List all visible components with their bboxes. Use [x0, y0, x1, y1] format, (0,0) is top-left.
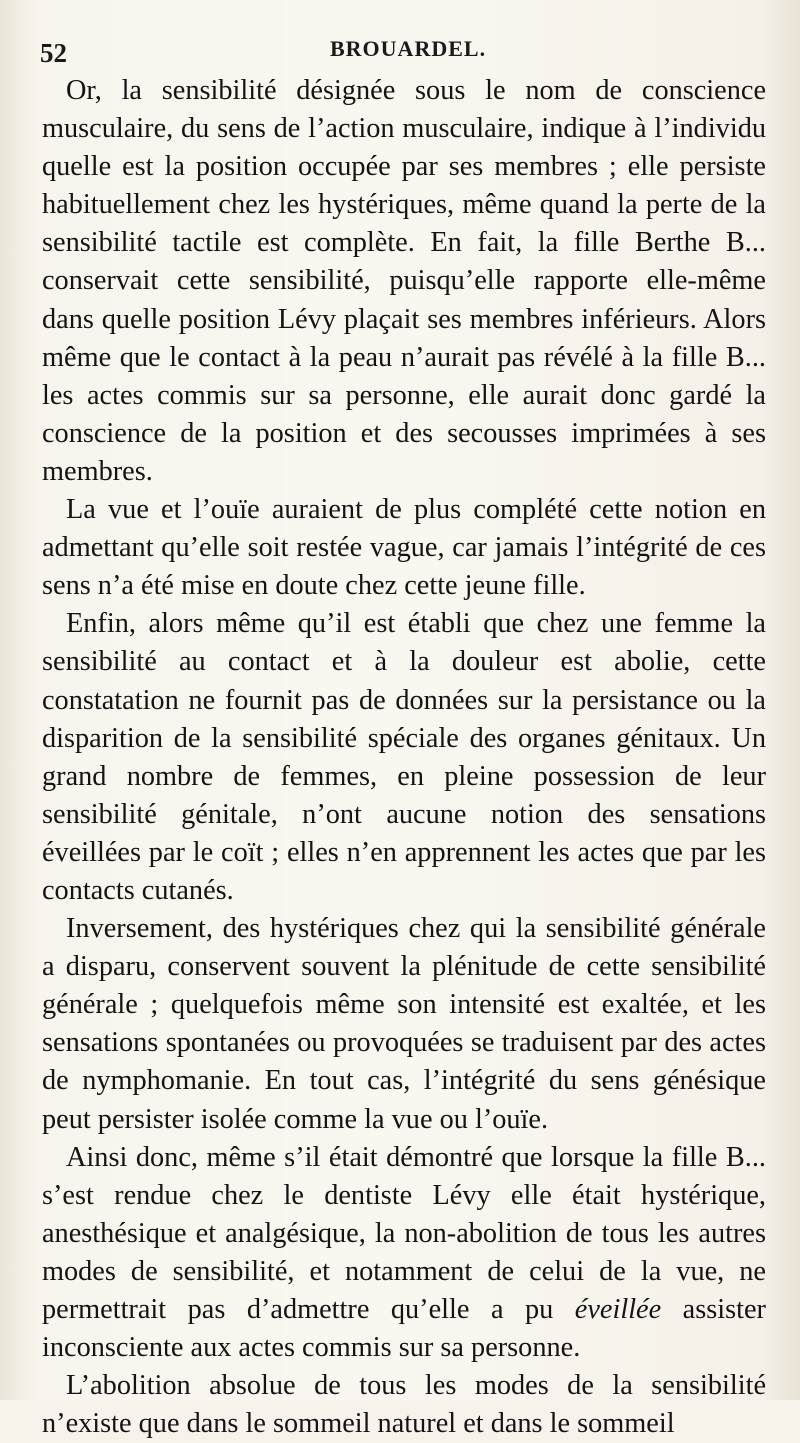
running-head: BROUARDEL.: [330, 36, 487, 61]
page-header: [40, 34, 780, 68]
paragraph-4: Inversement, des hystériques chez qui la sensibilité générale a disparu, conservent souvent la plénitude de cette sensibilité générale ; quelquefois même son intensité est exaltée, et les sensations spontanées ou provoquées se traduisent par des actes de nymphomanie. En tout cas, l’intégrité du sens génésique peut persister isolée comme la vue ou l’ouïe.: [42, 913, 766, 1135]
paragraph-3: Enfin, alors même qu’il est établi que chez une femme la sensibilité au contact et à la douleur est abolie, cette constatation ne fournit pas de données sur la persistance ou la disparition de la sensibilité spéciale des organes génitaux. Un grand nombre de femmes, en pleine possession de leur sensibilité génitale, n’ont aucune notion des sensations éveillées par le coït ; elles n’en apprennent les actes que par les contacts cutanés.: [42, 608, 766, 906]
paragraph-1: Or, la sensibilité désignée sous le nom de conscience musculaire, du sens de l’action musculaire, indique à l’individu quelle est la position occupée par ses membres ; elle persiste habituellement chez les hystériques, même quand la perte de la sensibilité tactile est complète. En fait, la fille Berthe B... conservait cette sensibilité, puisqu’elle rapporte elle-même dans quelle position Lévy plaçait ses membres inférieurs. Alors même que le contact à la peau n’aurait pas révélé à la fille B... les actes commis sur sa personne, elle aurait donc gardé la conscience de la position et des secousses imprimées à ses membres.: [42, 75, 766, 487]
paragraph-2: La vue et l’ouïe auraient de plus complété cette notion en admettant qu’elle soit restée vague, car jamais l’intégrité de ces sens n’a été mise en doute chez cette jeune fille.: [42, 494, 766, 602]
paragraph-5-text-b: assister inconsciente aux actes commis sur sa personne.: [42, 1294, 766, 1364]
paragraph-5-text-a: Ainsi donc, même s’il était démontré que lorsque la fille B... s’est rendue chez le dentiste Lévy elle était hystérique, anesthésique et analgésique, la non-abolition de tous les autres modes de sensibilité, et notamment de celui de la vue, ne permettrait pas d’admettre qu’elle a pu: [42, 1141, 766, 1325]
paragraph-6: L’abolition absolue de tous les modes de la sensibilité n’existe que dans le sommeil naturel et dans le sommeil: [42, 1370, 766, 1440]
page-number: 52: [40, 38, 67, 68]
paragraph-5: [42, 1139, 766, 1368]
body-text: [42, 72, 766, 1443]
paragraph-5-emphasis: éveillée: [574, 1294, 662, 1325]
